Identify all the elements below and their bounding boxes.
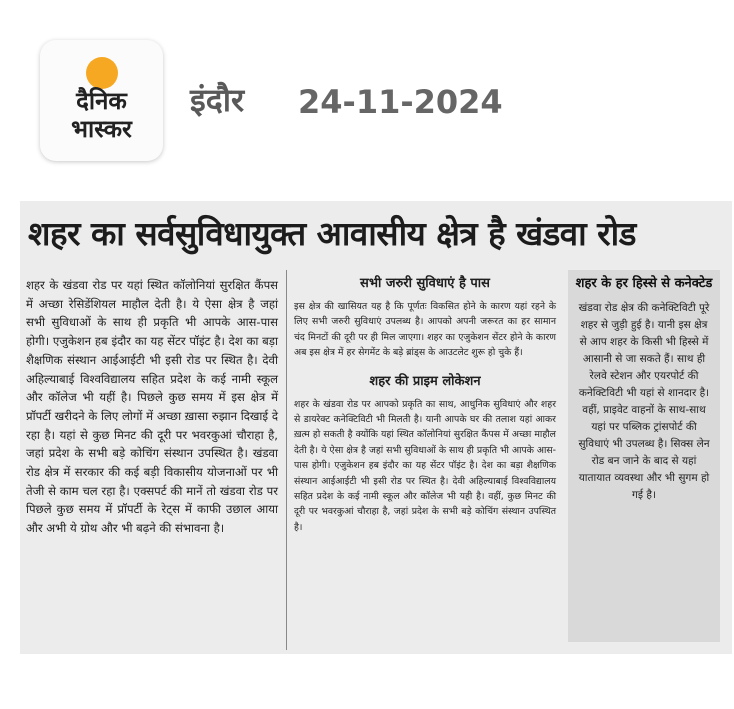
sun-icon	[86, 57, 118, 89]
sidebar-body: खंडवा रोड क्षेत्र की कनेक्टिविटी पूरे शहर से जुड़ी हुई है। यानी इस क्षेत्र से आप शहर के किसी भी हिस्से में आसानी से जा सकते हैं। साथ ही रेलवे स्टेशन और एयरपोर्ट की कनेक्टिविटी भी यहां से शानदार है। वहीं, प्राइवेट वाहनों के साथ-साथ यहां पर पब्लिक ट्रांसपोर्ट की सुविधाएं भी उपलब्ध है। सिक्स लेन रोड बन जाने के बाद से यहां यातायात व्यवस्था और भी सुगम हो गई है।	[578, 302, 710, 501]
column-2-body-1: इस क्षेत्र की खासियत यह है कि पूर्णतः विकसित होने के कारण यहां रहने के लिए सभी जरुरी सुविधाएं उपलब्ध है। आपको अपनी जरूरत का हर सामान चंद मिनटों की दूरी पर ही मिल जाएगा। शहर का एजुकेशन सेंटर होने के कारण अब इस क्षेत्र में हर सेगमेंट के बड़े ब्रांड्स के आउटलेट शुरू हो चुके हैं।	[294, 301, 556, 359]
logo-line-1: दैनिक	[76, 87, 127, 115]
sidebar-heading: शहर के हर हिस्से से कनेक्टेड	[575, 276, 713, 291]
newspaper-logo	[40, 40, 163, 161]
logo-line-2: भास्कर	[71, 115, 132, 143]
column-2-body-2: शहर के खंडवा रोड पर आपको प्रकृति का साथ, आधुनिक सुविधाएं और शहर से डायरेक्ट कनेक्टिविटी भी मिलती है। यानी आपके घर की तलाश यहां आकर ख़त्म हो सकती है क्योंकि यहां स्थित कॉलोनियां सुरक्षित कैंपस में अच्छा माहौल देती है। ये ऐसा क्षेत्र है जहां सभी सुविधाओं के साथ ही प्रकृति भी आपके आस-पास होगी। एजुकेशन हब इंदौर का यह सेंटर पॉइंट है। देश का बड़ा शैक्षणिक संस्थान आईआईटी भी इसी रोड पर स्थित है। देवी अहिल्याबाई विश्वविद्यालय सहित प्रदेश के कई नामी स्कूल और कॉलेज भी यही है। वहीं, कुछ मिनट की दूरी पर भवरकुआं चौराहा है, जहां प्रदेश के सभी बड़े कोचिंग संस्थान उपस्थित है।	[294, 398, 556, 533]
column-divider	[286, 270, 287, 650]
edition-city: इंदौर	[190, 81, 245, 119]
column-2-subheading-2: शहर की प्राइम लोकेशन	[369, 373, 481, 389]
column-2-subheading-1: सभी जरुरी सुविधाएं है पास	[360, 276, 490, 291]
column-1-body: शहर के खंडवा रोड पर यहां स्थित कॉलोनियां सुरक्षित कैंपस में अच्छा रेसिडेंशियल माहौल देती है। ये ऐसा क्षेत्र है जहां सभी सुविधाओं के साथ ही प्रकृति भी आपके आस-पास होगी। एजुकेशन हब इंदौर का यह सेंटर पॉइंट है। देश का बड़ा शैक्षणिक संस्थान आईआईटी भी इसी रोड पर स्थित है। देवी अहिल्याबाई विश्वविद्यालय सहित प्रदेश के कई नामी स्कूल और कॉलेज भी यहीं है। पिछले कुछ समय में इस क्षेत्र में प्रॉपर्टी खरीदने के लिए लोगों में अच्छा ख़ासा रुझान दिखाई दे रहा है। यहां से कुछ मिनट की दूरी पर भवरकुआं चौराहा है, जहां प्रदेश के सभी बड़े कोचिंग संस्थान उपस्थित है। खंडवा रोड क्षेत्र में सरकार की कई बड़ी विकासीय योजनाओं पर भी तेजी से काम चल रहा है। एक्सपर्ट की मानें तो खंडवा रोड पर पिछले कुछ समय में प्रॉपर्टी के रेट्स में काफी उछाल आया और अभी ये ग्रोथ और भी बढ़ने की संभावना है।	[26, 278, 278, 536]
article-column-2	[294, 275, 556, 647]
edition-date: 24-11-2024	[298, 83, 503, 121]
article-column-1	[26, 276, 278, 648]
article-headline: शहर का सर्वसुविधायुक्त आवासीय क्षेत्र है खंडवा रोड	[28, 214, 636, 253]
sidebar-box	[568, 270, 720, 642]
